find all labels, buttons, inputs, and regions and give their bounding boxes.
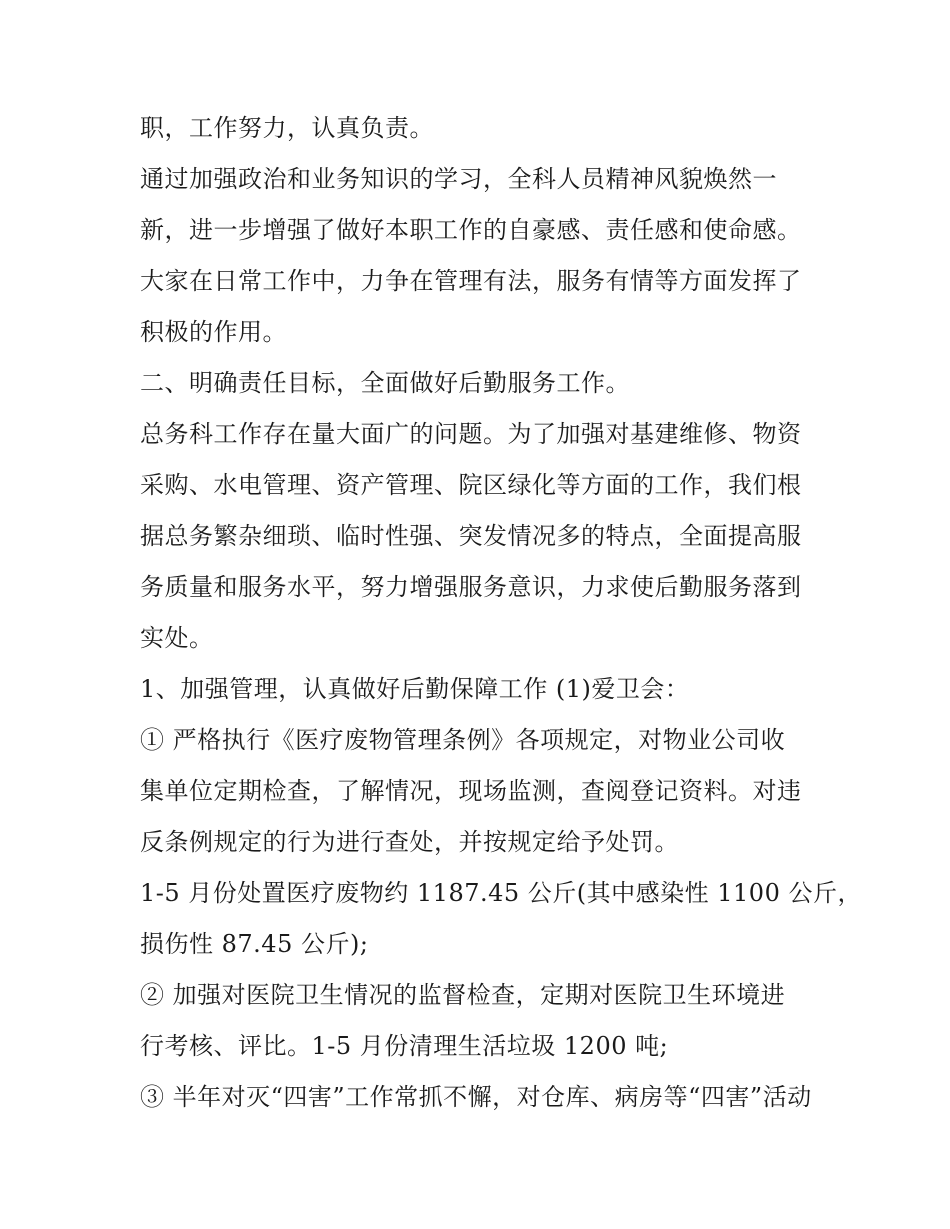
paragraph-line: 反条例规定的行为进行查处，并按规定给予处罚。 — [140, 828, 679, 856]
paragraph-line: ② 加强对医院卫生情况的监督检查，定期对医院卫生环境进 — [140, 981, 786, 1009]
paragraph-line: 集单位定期检查，了解情况，现场监测，查阅登记资料。对违 — [140, 777, 802, 805]
paragraph-line: 务质量和服务水平，努力增强服务意识，力求使后勤服务落到 — [140, 573, 802, 601]
paragraph-line: 通过加强政治和业务知识的学习，全科人员精神风貌焕然一 — [140, 165, 777, 193]
paragraph-line: ① 严格执行《医疗废物管理条例》各项规定，对物业公司收 — [140, 726, 786, 754]
section-heading: 二、明确责任目标，全面做好后勤服务工作。 — [140, 369, 630, 397]
paragraph-line: 实处。 — [140, 624, 214, 652]
subsection-heading: 1、加强管理，认真做好后勤保障工作 (1)爱卫会： — [140, 675, 690, 703]
paragraph-line: 新，进一步增强了做好本职工作的自豪感、责任感和使命感。 — [140, 216, 802, 244]
paragraph-line: 损伤性 87.45 公斤); — [140, 930, 369, 958]
paragraph-line: 大家在日常工作中，力争在管理有法，服务有情等方面发挥了 — [140, 267, 802, 295]
paragraph-line: 积极的作用。 — [140, 318, 287, 346]
paragraph-line: ③ 半年对灭“四害”工作常抓不懈，对仓库、病房等“四害”活动 — [140, 1083, 812, 1111]
paragraph-line: 职，工作努力，认真负责。 — [140, 114, 434, 142]
paragraph-line: 行考核、评比。1-5 月份清理生活垃圾 1200 吨; — [140, 1032, 669, 1060]
paragraph-line: 采购、水电管理、资产管理、院区绿化等方面的工作，我们根 — [140, 471, 802, 499]
paragraph-line: 据总务繁杂细琐、临时性强、突发情况多的特点，全面提高服 — [140, 522, 802, 550]
paragraph-line: 总务科工作存在量大面广的问题。为了加强对基建维修、物资 — [140, 420, 802, 448]
paragraph-line: 1-5 月份处置医疗废物约 1187.45 公斤(其中感染性 1100 公斤， — [140, 879, 862, 907]
